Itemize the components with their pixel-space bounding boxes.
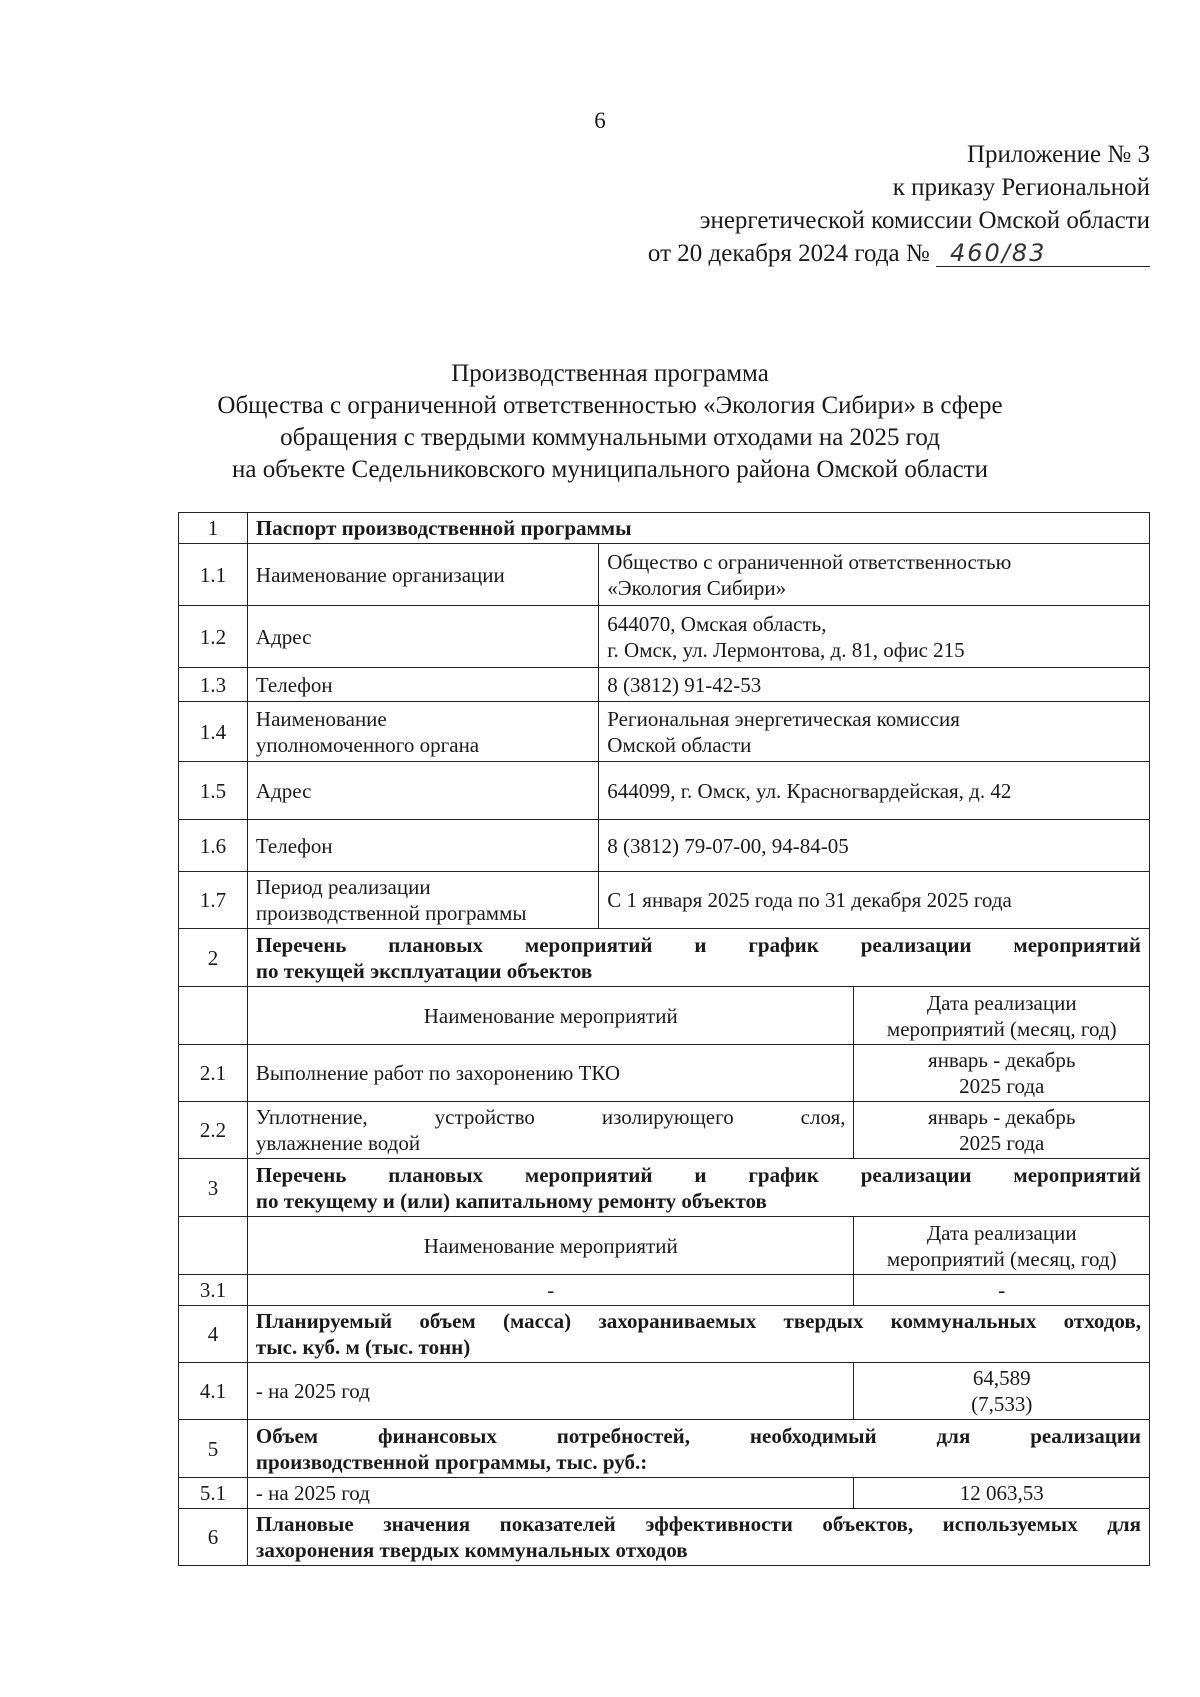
activity-date <box>854 1045 1150 1102</box>
row-label: Телефон <box>247 820 598 872</box>
date-line: 2025 года <box>959 1074 1045 1098</box>
table-row <box>179 820 1150 872</box>
section-2-row <box>179 929 1150 987</box>
name-line: увлажнение водой <box>255 1131 421 1155</box>
date-line: январь - декабрь <box>928 1105 1076 1129</box>
order-number-handwritten: 460/83 <box>936 240 1150 267</box>
appendix-line-2: к приказу Региональной <box>892 174 1150 201</box>
heading-line: Объем финансовых потребностей, необходимый для реализации <box>255 1423 1141 1448</box>
section-1-row <box>179 513 1150 544</box>
value-line: (7,533) <box>971 1392 1033 1416</box>
column-header-date <box>854 987 1150 1045</box>
appendix-header <box>450 138 1150 270</box>
row-index: 4 <box>179 1306 248 1363</box>
label-line: уполномоченного органа <box>255 732 480 757</box>
row-value: С 1 января 2025 года по 31 декабря 2025 года <box>599 872 1150 929</box>
heading-line: Перечень плановых мероприятий и график реализации мероприятий <box>255 932 1141 957</box>
row-index: 1.6 <box>179 820 248 872</box>
page-number: 6 <box>594 108 606 133</box>
row-label: Адрес <box>247 606 598 668</box>
column-header-row <box>179 1217 1150 1275</box>
section-6-row <box>179 1509 1150 1566</box>
order-date: от 20 декабря 2024 года № <box>647 240 930 267</box>
row-value <box>599 606 1150 668</box>
row-index: 6 <box>179 1509 248 1566</box>
row-index: 2.1 <box>179 1045 248 1102</box>
heading-line: производственной программы, тыс. руб.: <box>255 1449 648 1474</box>
heading-line: Перечень плановых мероприятий и график реализации мероприятий <box>255 1162 1141 1187</box>
activity-name: - <box>247 1275 854 1306</box>
row-label: Адрес <box>247 762 598 820</box>
row-index: 1.7 <box>179 872 248 929</box>
appendix-line-3: энергетической комиссии Омской области <box>699 207 1150 234</box>
heading-line: захоронения твердых коммунальных отходов <box>255 1538 688 1562</box>
section-heading <box>247 1420 1149 1478</box>
title-line-2: Общества с ограниченной ответственностью «Экология Сибири» в сфере <box>217 392 1003 419</box>
label-line: Наименование <box>255 706 387 731</box>
section-heading <box>247 929 1149 987</box>
header-line: Дата реализации <box>926 1220 1077 1245</box>
row-label <box>247 872 598 929</box>
row-index: 1.3 <box>179 668 248 702</box>
value-line: «Экология Сибири» <box>607 575 787 600</box>
row-value: 644099, г. Омск, ул. Красногвардейская, д. 42 <box>599 762 1150 820</box>
table-row <box>179 762 1150 820</box>
table-row <box>179 668 1150 702</box>
value-line: г. Омск, ул. Лермонтова, д. 81, офис 215 <box>607 637 965 662</box>
row-index: 1 <box>179 513 248 544</box>
heading-line: тыс. куб. м (тыс. тонн) <box>255 1335 471 1359</box>
column-header-name: Наименование мероприятий <box>247 987 854 1045</box>
document-title <box>150 358 1070 486</box>
column-header-name: Наименование мероприятий <box>247 1217 854 1275</box>
section-3-row <box>179 1159 1150 1217</box>
value-line: Региональная энергетическая комиссия <box>607 706 960 731</box>
section-heading <box>247 1306 1149 1363</box>
activity-name: Выполнение работ по захоронению ТКО <box>247 1045 854 1102</box>
row-index: 3 <box>179 1159 248 1217</box>
value-line: Омской области <box>607 732 752 757</box>
value-line: 64,589 <box>972 1366 1031 1390</box>
section-heading <box>247 1159 1149 1217</box>
row-index: 2.2 <box>179 1102 248 1159</box>
row-index: 2 <box>179 929 248 987</box>
table-row <box>179 1102 1150 1159</box>
value-line: Общество с ограниченной ответственностью <box>607 549 1012 574</box>
row-label: Телефон <box>247 668 598 702</box>
section-4-row <box>179 1306 1150 1363</box>
activity-date <box>854 1102 1150 1159</box>
row-value <box>599 702 1150 762</box>
row-index: 4.1 <box>179 1363 248 1420</box>
empty-cell <box>179 1217 248 1275</box>
empty-cell <box>179 987 248 1045</box>
name-line: Уплотнение, устройство изолирующего слоя, <box>255 1105 846 1129</box>
table-row <box>179 1045 1150 1102</box>
date-line: январь - декабрь <box>928 1048 1076 1072</box>
row-value: 8 (3812) 91-42-53 <box>599 668 1150 702</box>
table-row <box>179 872 1150 929</box>
header-line: мероприятий (месяц, год) <box>886 1246 1117 1271</box>
table-row <box>179 1275 1150 1306</box>
label-line: Период реализации <box>255 875 431 899</box>
row-index: 1.2 <box>179 606 248 668</box>
finance-value: 12 063,53 <box>854 1478 1150 1509</box>
row-index: 3.1 <box>179 1275 248 1306</box>
appendix-line-4 <box>450 237 1150 270</box>
row-label <box>247 702 598 762</box>
header-line: мероприятий (месяц, год) <box>886 1016 1117 1041</box>
section-heading: Паспорт производственной программы <box>247 513 1149 544</box>
table-row <box>179 606 1150 668</box>
column-header-date <box>854 1217 1150 1275</box>
volume-value <box>854 1363 1150 1420</box>
heading-line: Планируемый объем (масса) захораниваемых твердых коммунальных отходов, <box>255 1309 1141 1333</box>
row-label: - на 2025 год <box>247 1478 854 1509</box>
header-line: Дата реализации <box>926 990 1077 1015</box>
section-heading <box>247 1509 1149 1566</box>
row-value <box>599 544 1150 606</box>
date-line: 2025 года <box>959 1131 1045 1155</box>
activity-name <box>247 1102 854 1159</box>
value-line: 644070, Омская область, <box>607 611 827 636</box>
table-row <box>179 1363 1150 1420</box>
heading-line: по текущему и (или) капитальному ремонту объектов <box>255 1188 767 1213</box>
row-index: 5 <box>179 1420 248 1478</box>
activity-date: - <box>854 1275 1150 1306</box>
row-label: - на 2025 год <box>247 1363 854 1420</box>
program-table <box>178 512 1150 1566</box>
label-line: производственной программы <box>255 901 527 925</box>
row-label: Наименование организации <box>247 544 598 606</box>
title-line-3: обращения с твердыми коммунальными отходами на 2025 год <box>280 424 940 451</box>
appendix-line-1: Приложение № 3 <box>966 141 1150 168</box>
column-header-row <box>179 987 1150 1045</box>
row-index: 5.1 <box>179 1478 248 1509</box>
table-row <box>179 702 1150 762</box>
row-value: 8 (3812) 79-07-00, 94-84-05 <box>599 820 1150 872</box>
table-row <box>179 1478 1150 1509</box>
row-index: 1.5 <box>179 762 248 820</box>
row-index: 1.1 <box>179 544 248 606</box>
heading-line: Плановые значения показателей эффективности объектов, используемых для <box>255 1512 1141 1536</box>
title-line-4: на объекте Седельниковского муниципального района Омской области <box>232 456 988 483</box>
title-line-1: Производственная программа <box>451 360 769 387</box>
table-row <box>179 544 1150 606</box>
heading-line: по текущей эксплуатации объектов <box>255 958 593 983</box>
row-index: 1.4 <box>179 702 248 762</box>
section-5-row <box>179 1420 1150 1478</box>
